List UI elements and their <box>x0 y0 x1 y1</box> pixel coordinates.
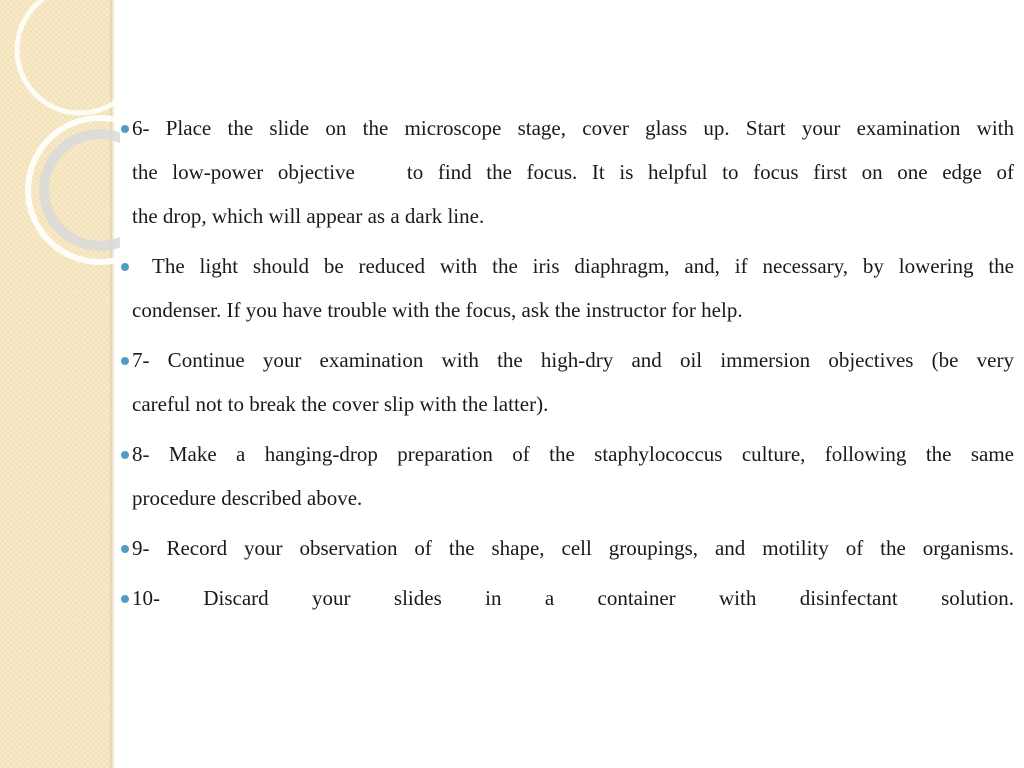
bullet-6-line-1: 10- Discard your slides in a container with disinfectant solution. <box>132 586 1014 610</box>
decorative-ring-large <box>17 0 120 113</box>
bullet-4-line-2: procedure described above. <box>132 486 363 510</box>
list-item <box>118 526 1014 570</box>
bullet-list <box>118 106 1014 626</box>
bullet-dot <box>121 125 129 133</box>
bullet-1-line-2b: to find the focus. It is helpful to focus first on one edge of <box>406 160 1015 184</box>
list-item <box>118 338 1014 426</box>
bullet-dot <box>121 263 129 271</box>
bullet-3-line-1: 7- Continue your examination with the high-dry and oil immersion objectives (be very <box>132 348 1014 372</box>
decorative-circles <box>0 0 120 300</box>
bullet-dot <box>121 357 129 365</box>
bullet-1-line-1: 6- Place the slide on the microscope stage, cover glass up. Start your examination with <box>132 116 1014 140</box>
bullet-1-line-3: the drop, which will appear as a dark line. <box>132 204 485 228</box>
list-item <box>118 106 1014 238</box>
decorative-ring-small <box>44 134 120 246</box>
bullet-3-line-2: careful not to break the cover slip with the latter). <box>132 392 549 416</box>
bullet-dot <box>121 451 129 459</box>
bullet-5-line-1: 9- Record your observation of the shape, cell groupings, and motility of the organisms. <box>132 536 1014 560</box>
bullet-dot <box>121 545 129 553</box>
list-item <box>118 432 1014 520</box>
bullet-2-line-2: condenser. If you have trouble with the focus, ask the instructor for help. <box>132 298 743 322</box>
bullet-4-line-1: 8- Make a hanging-drop preparation of the staphylococcus culture, following the same <box>132 442 1014 466</box>
bullet-2-line-1: The light should be reduced with the iris diaphragm, and, if necessary, by lowering the <box>152 254 1014 278</box>
list-item <box>118 576 1014 620</box>
bullet-dot <box>121 595 129 603</box>
list-item <box>118 244 1014 332</box>
bullet-1-line-2a: the low-power objective <box>132 160 355 184</box>
bullet-1-line-2 <box>132 150 1014 194</box>
